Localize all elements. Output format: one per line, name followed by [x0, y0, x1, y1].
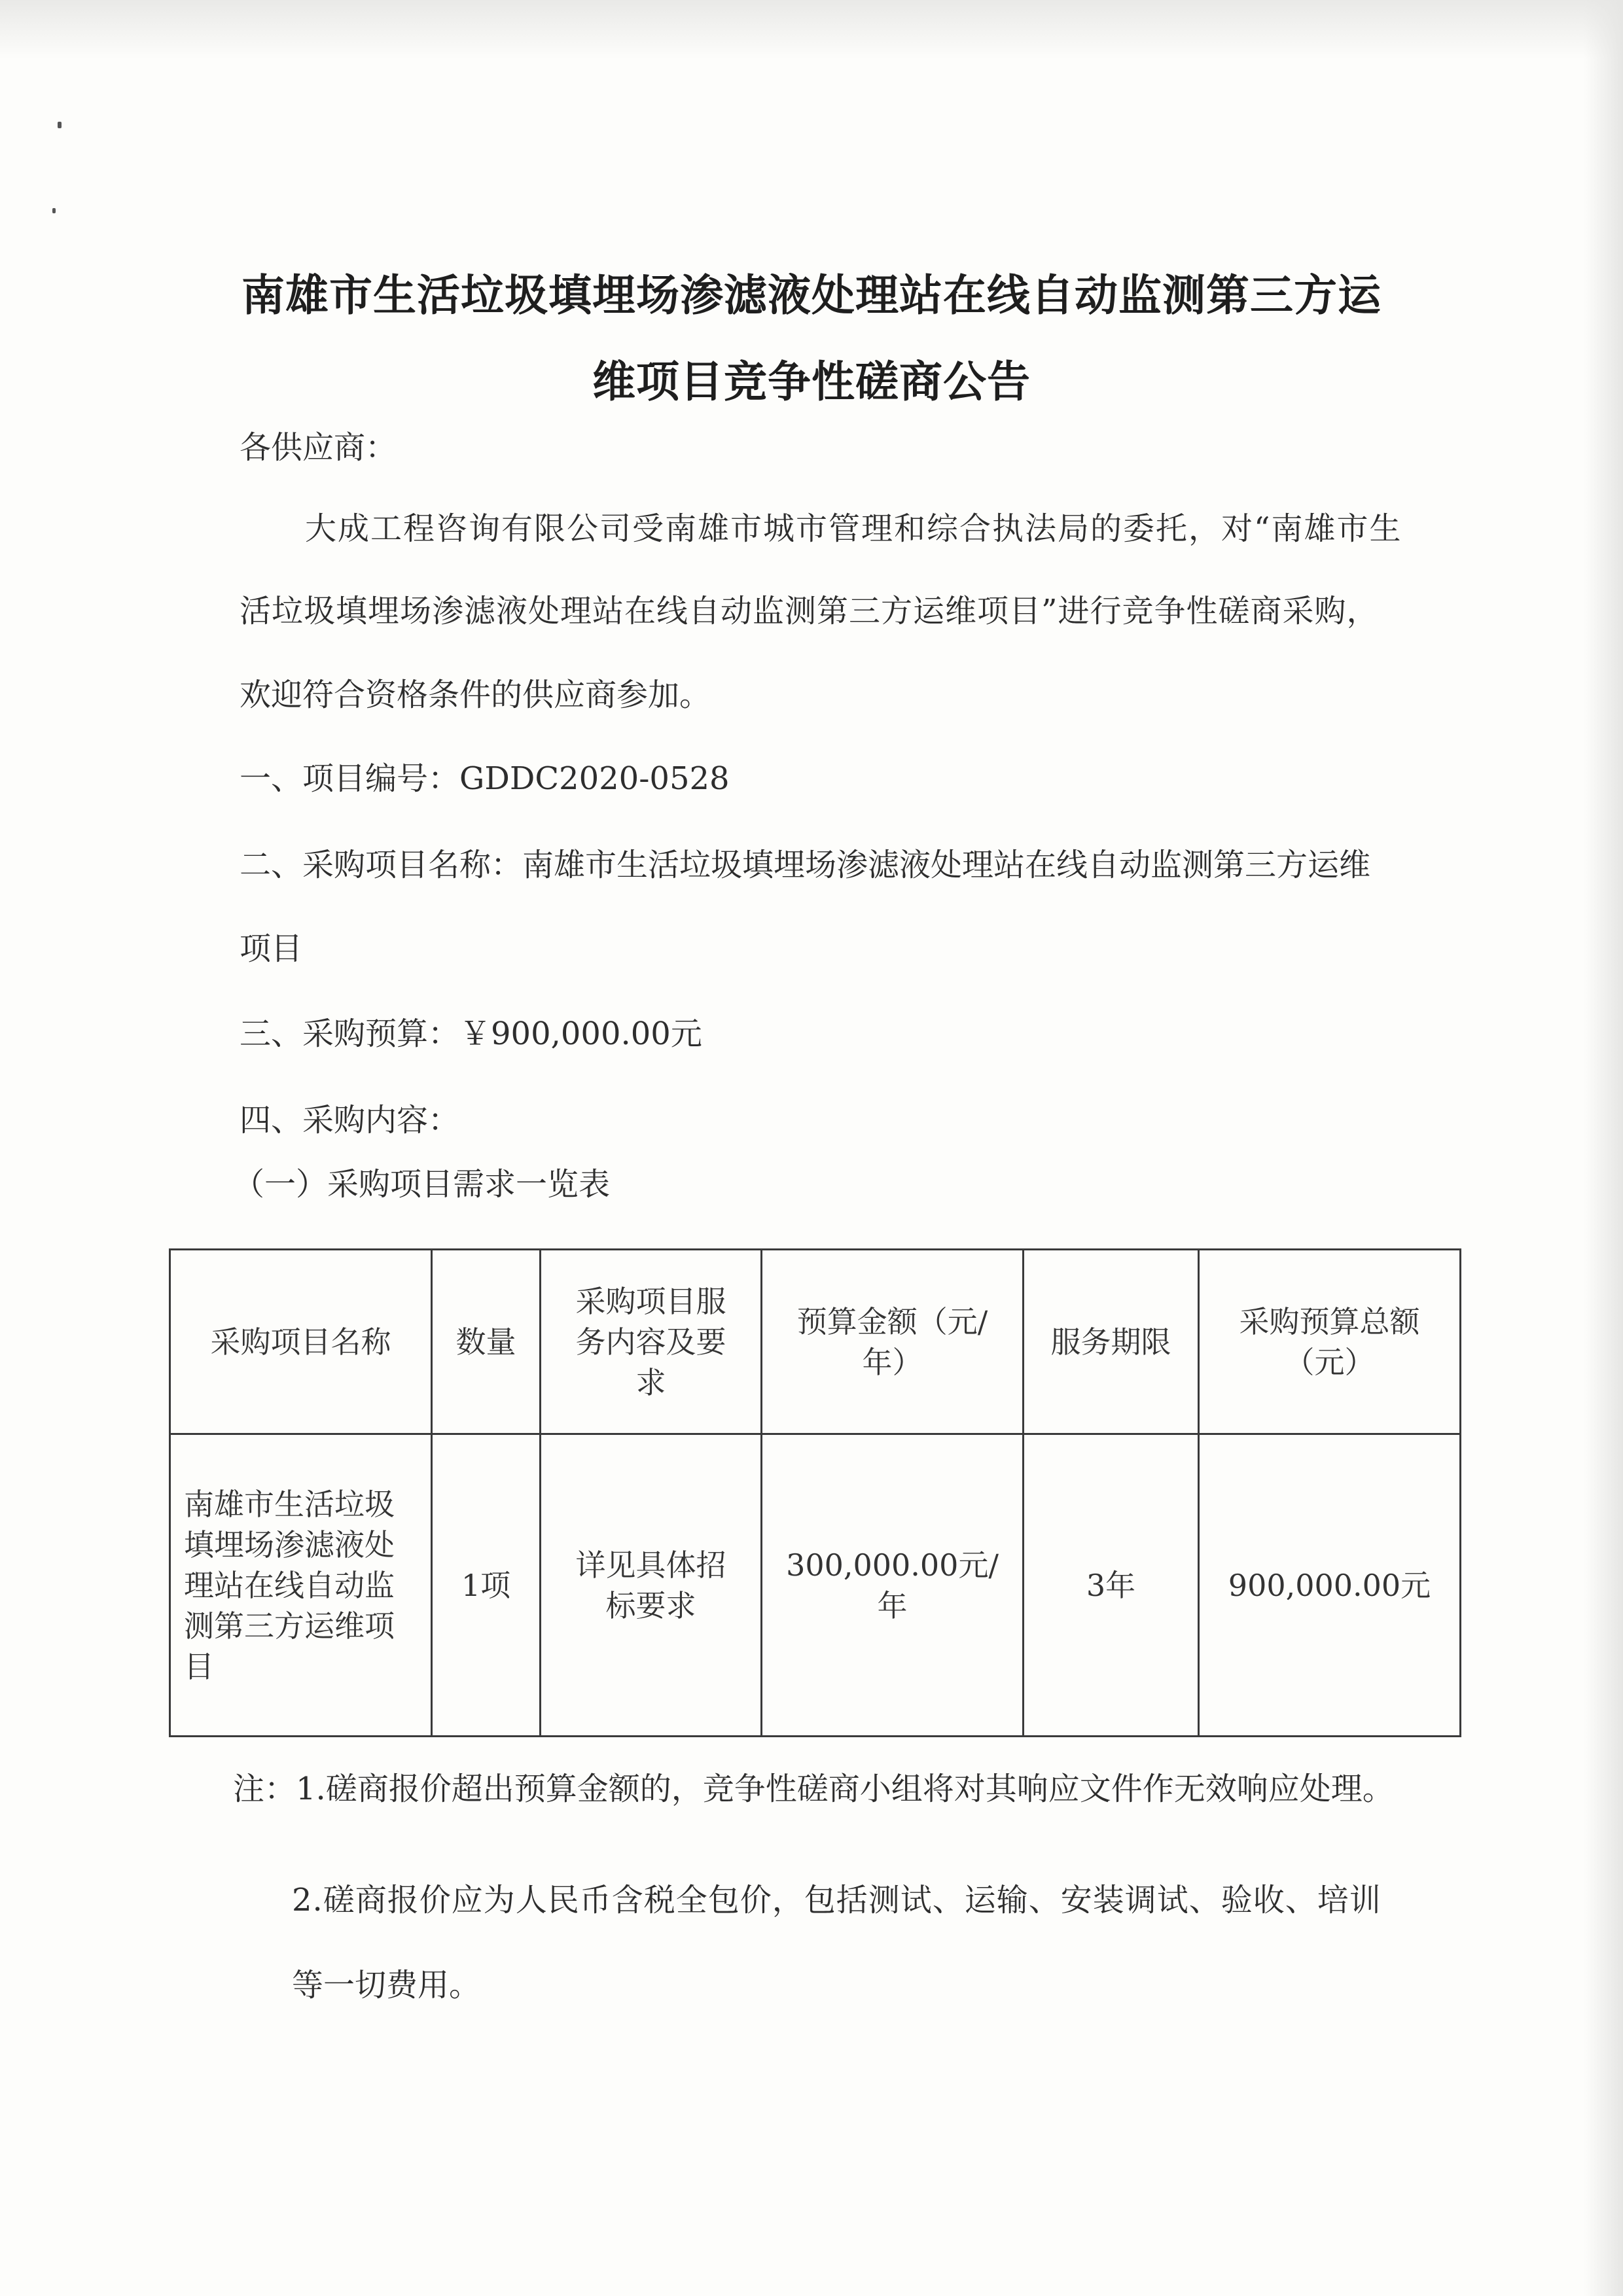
scan-shadow-top: [0, 0, 1623, 59]
scan-speck: [58, 122, 62, 128]
note-1: 注：1.磋商报价超出预算金额的，竞争性磋商小组将对其响应文件作无效响应处理。: [233, 1771, 1394, 1807]
header-budget-amount: 预算金额（元/ 年）: [762, 1250, 1024, 1434]
table-caption: （一）采购项目需求一览表: [233, 1166, 611, 1203]
note-2-line1: 2.磋商报价应为人民币含税全包价，包括测试、运输、安装调试、验收、培训: [292, 1882, 1382, 1918]
cell-budget-amount: 300,000.00元/ 年: [762, 1434, 1024, 1737]
requirements-table: [169, 1248, 1461, 1737]
intro-line3: 欢迎符合资格条件的供应商参加。: [240, 677, 711, 713]
cell-quantity: 1项: [432, 1434, 541, 1737]
cell-service-period: 3年: [1024, 1434, 1199, 1737]
document-title-line1: 南雄市生活垃圾填埋场渗滤液处理站在线自动监测第三方运: [241, 270, 1382, 321]
header-service-content: 采购项目服 务内容及要 求: [541, 1250, 762, 1434]
table-header-row: [170, 1250, 1461, 1434]
project-name-line1: 二、采购项目名称：南雄市生活垃圾填埋场渗滤液处理站在线自动监测第三方运维: [240, 847, 1371, 883]
intro-line1: 大成工程咨询有限公司受南雄市城市管理和综合执法局的委托，对“南雄市生: [305, 510, 1402, 547]
note-2-line2: 等一切费用。: [292, 1967, 481, 2004]
header-quantity: 数量: [432, 1250, 541, 1434]
cell-service-content: 详见具体招 标要求: [541, 1434, 762, 1737]
content-heading: 四、采购内容：: [240, 1102, 460, 1139]
budget-line: 三、采购预算：￥900,000.00元: [240, 1016, 702, 1052]
header-project-name: 采购项目名称: [170, 1250, 432, 1434]
document-title-line2: 维项目竞争性磋商公告: [592, 357, 1031, 407]
table-row: [170, 1434, 1461, 1737]
cell-project-name: 南雄市生活垃圾 填埋场渗滤液处 理站在线自动监 测第三方运维项 目: [170, 1434, 432, 1737]
intro-line2: 活垃圾填埋场渗滤液处理站在线自动监测第三方运维项目”进行竞争性磋商采购，: [240, 593, 1379, 629]
header-service-period: 服务期限: [1024, 1250, 1199, 1434]
project-number: 一、项目编号：GDDC2020-0528: [240, 760, 730, 797]
salutation: 各供应商：: [240, 429, 397, 466]
scan-shadow-right: [1584, 0, 1623, 2296]
scan-speck: [52, 208, 56, 213]
cell-total-budget: 900,000.00元: [1199, 1434, 1461, 1737]
project-name-line2: 项目: [240, 930, 303, 967]
header-total-budget: 采购预算总额 （元）: [1199, 1250, 1461, 1434]
